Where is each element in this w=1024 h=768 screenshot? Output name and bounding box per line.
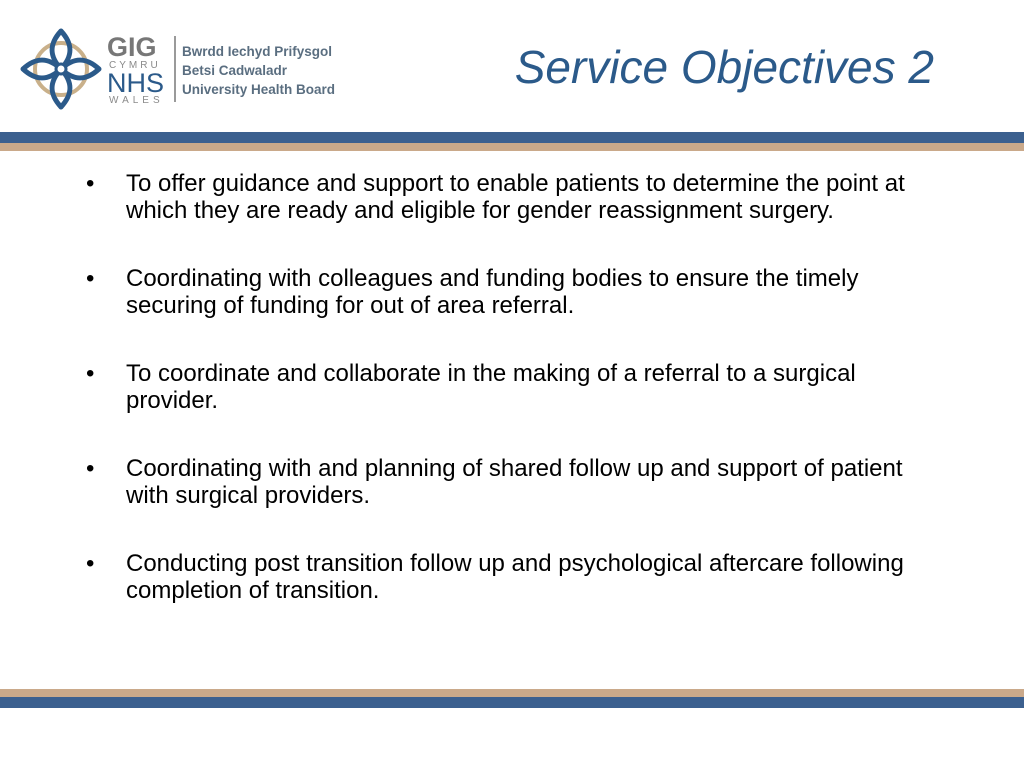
logo-cymru-text: CYMRU (109, 60, 161, 71)
objective-bullet: • Coordinating with colleagues and funding bodies to ensure the timely securing of funding for out of area referral. (86, 265, 946, 319)
celtic-knot-icon (18, 26, 104, 112)
board-name-line: Betsi Cadwaladr (182, 63, 288, 78)
logo-wales-text: WALES (109, 95, 164, 106)
objectives-list (86, 170, 946, 645)
objective-bullet: • To coordinate and collaborate in the making of a referral to a surgical provider. (86, 360, 946, 414)
objective-bullet: • Coordinating with and planning of shared follow up and support of patient with surgical providers. (86, 455, 946, 509)
gig-nhs-wordmark (107, 34, 169, 106)
slide-title: Service Objectives 2 (514, 41, 934, 93)
logo-gig-text: GIG (107, 32, 157, 62)
bottom-blue-band (0, 697, 1024, 708)
logo-divider (174, 36, 176, 102)
board-name-line: University Health Board (182, 82, 336, 97)
objective-bullet: • Conducting post transition follow up and psychological aftercare following completion of transition. (86, 550, 946, 604)
board-name (182, 42, 335, 99)
bottom-tan-band (0, 689, 1024, 697)
bcuhb-logo (18, 26, 348, 112)
top-tan-band (0, 143, 1024, 151)
objective-bullet: • To offer guidance and support to enable patients to determine the point at which they are ready and eligible for gender reassignment surgery. (86, 170, 946, 224)
top-blue-band (0, 132, 1024, 143)
board-name-line: Bwrdd Iechyd Prifysgol (182, 44, 333, 59)
logo-nhs-text: NHS (107, 68, 165, 98)
